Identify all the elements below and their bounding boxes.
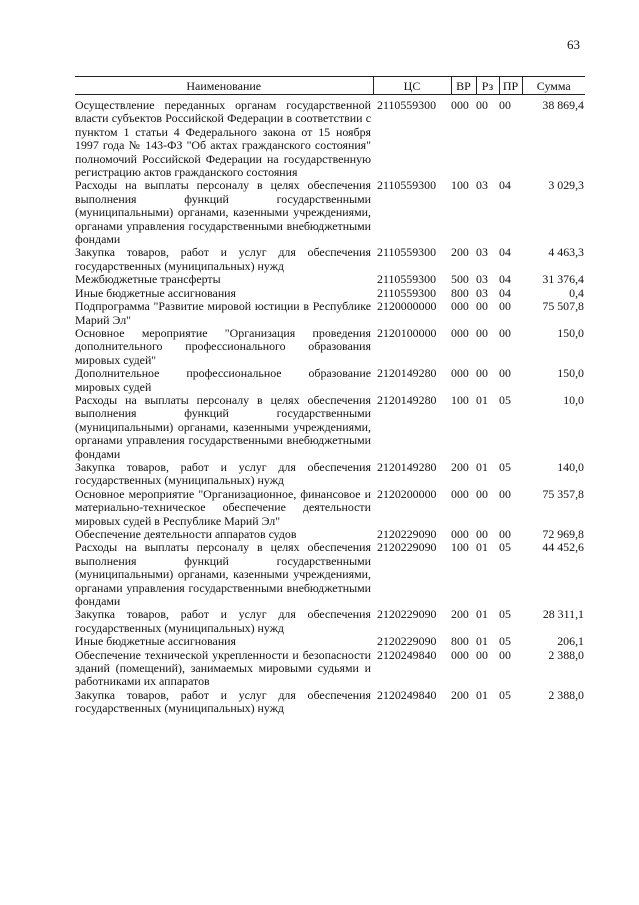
row-pr: 04 bbox=[499, 245, 511, 260]
row-name: Закупка товаров, работ и услуг для обеспечения государственных (муниципальных) нужд bbox=[75, 245, 371, 273]
row-sum: 4 463,3 bbox=[548, 245, 584, 260]
row-vr: 200 bbox=[451, 607, 469, 622]
row-sum: 206,1 bbox=[557, 634, 584, 649]
row-sum: 72 969,8 bbox=[542, 527, 584, 541]
row-rz: 00 bbox=[476, 98, 488, 112]
row-name: Подпрограмма "Развитие мировой юстиции в Республике Марий Эл" bbox=[75, 299, 371, 327]
table-row bbox=[75, 488, 585, 528]
row-sum: 150,0 bbox=[557, 366, 584, 381]
row-cs: 2110559300 bbox=[377, 285, 437, 300]
row-pr: 04 bbox=[499, 178, 511, 193]
row-name: Осуществление переданных органам государственной власти субъектов Российской Федерации в соответствии с пунктом 1 статьи 4 Федерального закона от 15 ноября 1997 года № 143-ФЗ "Об актах гражданского состояния" полномочий Российской Федерации на государственную регистрацию актов гражданского состояния bbox=[75, 98, 371, 180]
table-row bbox=[75, 300, 585, 327]
row-rz: 01 bbox=[476, 392, 488, 407]
row-pr: 00 bbox=[499, 98, 511, 112]
row-vr: 000 bbox=[451, 325, 469, 340]
row-name: Иные бюджетные ассигнования bbox=[75, 285, 237, 300]
row-vr: 100 bbox=[451, 178, 469, 193]
row-vr: 200 bbox=[451, 459, 469, 474]
row-vr: 000 bbox=[451, 299, 469, 314]
row-pr: 04 bbox=[499, 272, 511, 287]
row-sum: 31 376,4 bbox=[542, 272, 584, 287]
row-name: Закупка товаров, работ и услуг для обеспечения государственных (муниципальных) нужд bbox=[75, 607, 371, 635]
table-row bbox=[75, 541, 585, 608]
row-vr: 200 bbox=[451, 687, 469, 702]
row-rz: 01 bbox=[476, 607, 488, 622]
table-row bbox=[75, 179, 585, 246]
row-name: Расходы на выплаты персоналу в целях обеспечения выполнения функций государственными (муниципальными) органами, казенными учреждениями, органами управления государственными внебюджетными фондами bbox=[75, 178, 371, 247]
table-row bbox=[75, 246, 585, 273]
row-pr: 00 bbox=[499, 647, 511, 662]
row-sum: 75 357,8 bbox=[542, 486, 584, 501]
row-vr: 100 bbox=[451, 392, 469, 407]
row-pr: 05 bbox=[499, 540, 511, 555]
row-rz: 03 bbox=[476, 285, 488, 300]
row-cs: 2120229090 bbox=[377, 540, 437, 555]
row-name: Расходы на выплаты персоналу в целях обеспечения выполнения функций государственными (муниципальными) органами, казенными учреждениями, органами управления государственными внебюджетными фондами bbox=[75, 540, 371, 609]
row-rz: 01 bbox=[476, 540, 488, 555]
row-cs: 2120229090 bbox=[377, 607, 437, 622]
row-name: Закупка товаров, работ и услуг для обеспечения государственных (муниципальных) нужд bbox=[75, 687, 371, 716]
budget-table-container bbox=[75, 76, 585, 716]
row-cs: 2120149280 bbox=[377, 392, 437, 407]
row-vr: 000 bbox=[451, 486, 469, 501]
row-name: Расходы на выплаты персоналу в целях обеспечения выполнения функций государственными (муниципальными) органами, казенными учреждениями, органами управления государственными внебюджетными фондами bbox=[75, 392, 371, 461]
row-pr: 00 bbox=[499, 325, 511, 340]
row-cs: 2110559300 bbox=[377, 272, 437, 287]
row-cs: 2110559300 bbox=[377, 98, 437, 112]
row-vr: 000 bbox=[451, 98, 469, 112]
row-vr: 000 bbox=[451, 527, 469, 541]
row-rz: 00 bbox=[476, 366, 488, 381]
row-vr: 100 bbox=[451, 540, 469, 555]
row-sum: 28 311,1 bbox=[542, 607, 584, 622]
row-sum: 2 388,0 bbox=[548, 647, 584, 662]
row-sum: 10,0 bbox=[563, 392, 584, 407]
row-name: Дополнительное профессиональное образование мировых судей bbox=[75, 366, 371, 394]
table-row bbox=[75, 649, 585, 689]
table-row bbox=[75, 608, 585, 635]
row-name: Основное мероприятие "Организация проведения дополнительного профессионального образования мировых судей" bbox=[75, 325, 371, 367]
row-pr: 04 bbox=[499, 285, 511, 300]
row-sum: 75 507,8 bbox=[542, 299, 584, 314]
row-name: Закупка товаров, работ и услуг для обеспечения государственных (муниципальных) нужд bbox=[75, 459, 371, 488]
table-row bbox=[75, 367, 585, 394]
row-pr: 05 bbox=[499, 634, 511, 649]
row-rz: 00 bbox=[476, 299, 488, 314]
row-rz: 03 bbox=[476, 245, 488, 260]
row-pr: 05 bbox=[499, 392, 511, 407]
row-pr: 00 bbox=[499, 527, 511, 541]
row-cs: 2110559300 bbox=[377, 178, 437, 193]
table-row bbox=[75, 689, 585, 716]
row-rz: 01 bbox=[476, 687, 488, 702]
row-sum: 2 388,0 bbox=[548, 687, 584, 702]
table-row bbox=[75, 528, 585, 541]
row-rz: 03 bbox=[476, 178, 488, 193]
table-row bbox=[75, 461, 585, 488]
row-pr: 00 bbox=[499, 299, 511, 314]
row-cs: 2120229090 bbox=[377, 634, 437, 649]
row-rz: 00 bbox=[476, 486, 488, 501]
row-name: Иные бюджетные ассигнования bbox=[75, 634, 237, 649]
row-cs: 2120100000 bbox=[377, 325, 437, 340]
table-row bbox=[75, 287, 585, 300]
row-vr: 800 bbox=[451, 634, 469, 649]
budget-table bbox=[75, 76, 585, 716]
table-row bbox=[75, 394, 585, 461]
row-name: Межбюджетные трансферты bbox=[75, 272, 221, 287]
row-sum: 140,0 bbox=[557, 459, 584, 474]
row-sum: 150,0 bbox=[557, 325, 584, 340]
header-name: Наименование bbox=[75, 77, 373, 95]
row-cs: 2120249840 bbox=[377, 647, 437, 662]
row-cs: 2120149280 bbox=[377, 459, 437, 474]
row-name: Основное мероприятие "Организационное, финансовое и материально-техническое обеспечение деятельности мировых судей в Республике Марий Эл" bbox=[75, 486, 371, 528]
table-row bbox=[75, 95, 585, 180]
header-pr: ПР bbox=[499, 77, 522, 95]
row-vr: 800 bbox=[451, 285, 469, 300]
row-rz: 00 bbox=[476, 647, 488, 662]
row-cs: 2120249840 bbox=[377, 687, 437, 702]
row-name: Обеспечение технической укрепленности и безопасности зданий (помещений), занимаемых мировыми судьями и работниками их аппаратов bbox=[75, 647, 371, 689]
row-cs: 2120149280 bbox=[377, 366, 437, 381]
row-vr: 500 bbox=[451, 272, 469, 287]
row-rz: 00 bbox=[476, 325, 488, 340]
row-sum: 38 869,4 bbox=[542, 98, 584, 112]
row-rz: 03 bbox=[476, 272, 488, 287]
row-pr: 05 bbox=[499, 459, 511, 474]
table-row bbox=[75, 327, 585, 367]
row-sum: 3 029,3 bbox=[548, 178, 584, 193]
row-rz: 00 bbox=[476, 527, 488, 541]
row-rz: 01 bbox=[476, 459, 488, 474]
row-sum: 44 452,6 bbox=[542, 540, 584, 555]
row-pr: 05 bbox=[499, 687, 511, 702]
table-body bbox=[75, 95, 585, 716]
row-vr: 200 bbox=[451, 245, 469, 260]
header-vr: ВР bbox=[451, 77, 476, 95]
row-pr: 00 bbox=[499, 486, 511, 501]
table-header bbox=[75, 77, 585, 95]
row-name: Обеспечение деятельности аппаратов судов bbox=[75, 527, 297, 541]
row-pr: 00 bbox=[499, 366, 511, 381]
page-number: 63 bbox=[567, 37, 580, 52]
table-row bbox=[75, 635, 585, 648]
header-sum: Сумма bbox=[522, 77, 585, 95]
table-row bbox=[75, 273, 585, 286]
row-cs: 2120229090 bbox=[377, 527, 437, 541]
header-cs: ЦС bbox=[373, 77, 451, 95]
row-vr: 000 bbox=[451, 366, 469, 381]
row-vr: 000 bbox=[451, 647, 469, 662]
header-rz: Рз bbox=[476, 77, 499, 95]
row-pr: 05 bbox=[499, 607, 511, 622]
row-cs: 2120000000 bbox=[377, 299, 437, 314]
row-cs: 2110559300 bbox=[377, 245, 437, 260]
row-rz: 01 bbox=[476, 634, 488, 649]
row-cs: 2120200000 bbox=[377, 486, 437, 501]
row-sum: 0,4 bbox=[569, 285, 584, 300]
